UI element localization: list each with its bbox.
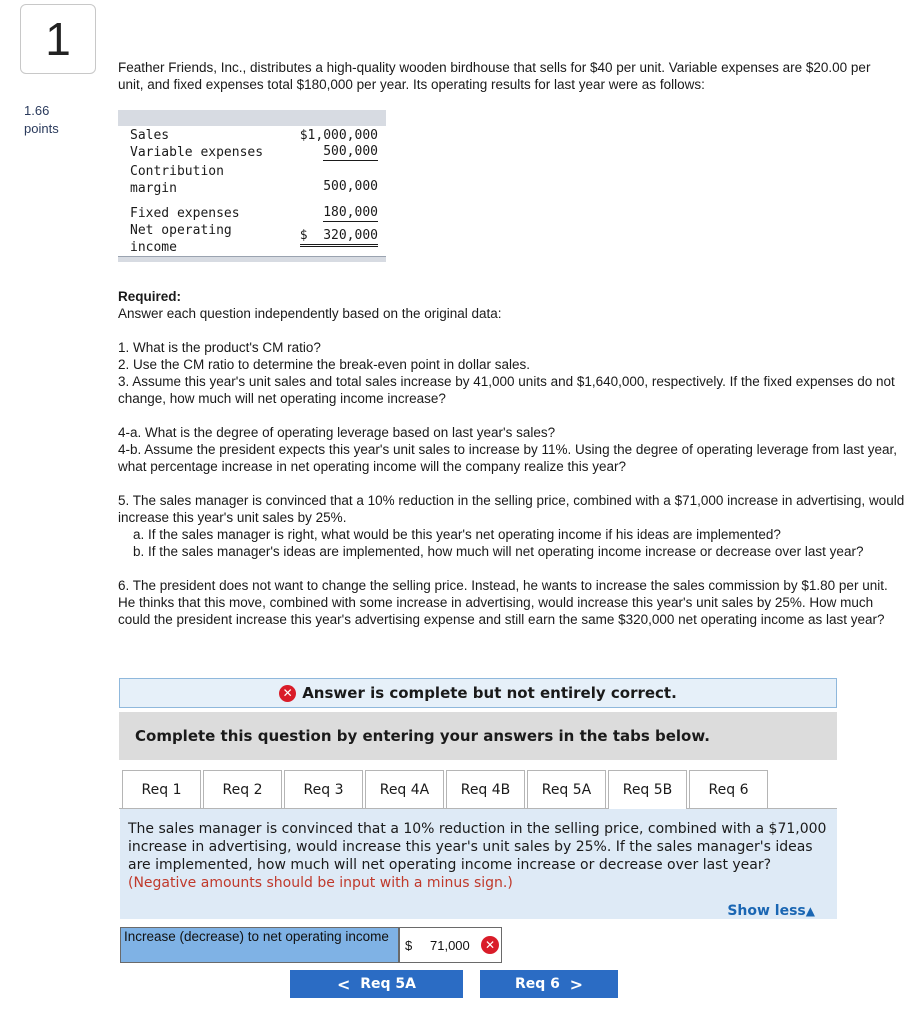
next-req-label: Req 6 — [514, 976, 560, 992]
answer-status-banner — [119, 678, 837, 708]
statement-header-bar — [118, 110, 386, 126]
statement-label: Contribution margin — [130, 164, 224, 196]
tab-req-3[interactable]: Req 3 — [284, 770, 363, 808]
panel-question-text: The sales manager is convinced that a 10% reduction in the selling price, combined with a $71,000 increase in advertising, would increase this year's unit sales by 25%. If the sales manager's ideas are implemented, how much will net operating income increase or decrease over last year? — [128, 821, 827, 873]
requirement-4b: 4-b. Assume the president expects this year's unit sales to increase by 11%. Using the degree of operating leverage from last year, what percentage increase in net operating income will the company realize this year? — [118, 442, 897, 474]
statement-row-net-operating-income — [130, 222, 382, 256]
x-circle-icon: ✕ — [279, 685, 296, 702]
answer-input[interactable] — [399, 927, 502, 963]
income-statement — [130, 127, 382, 256]
required-section — [118, 288, 908, 628]
panel-note: (Negative amounts should be input with a minus sign.) — [128, 875, 513, 891]
statement-footer-bar — [118, 256, 386, 262]
requirement-5b: b. If the sales manager's ideas are implemented, how much will net operating income increase or decrease over last year? — [133, 544, 864, 559]
tab-req-1[interactable]: Req 1 — [122, 770, 201, 808]
points-label: points — [24, 121, 59, 136]
requirement-2: 2. Use the CM ratio to determine the break-even point in dollar sales. — [118, 357, 530, 372]
triangle-up-icon: ▲ — [805, 904, 815, 918]
requirement-3: 3. Assume this year's unit sales and total sales increase by 41,000 units and $1,640,000, respectively. If the fixed expenses do not change, how much will net operating income increase? — [118, 374, 895, 406]
answer-status-text: Answer is complete but not entirely correct. — [302, 684, 677, 702]
requirement-tabs — [122, 770, 770, 808]
statement-row-sales — [130, 127, 382, 144]
required-subheading: Answer each question independently based on the original data: — [118, 306, 502, 321]
question-intro: Feather Friends, Inc., distributes a high-quality wooden birdhouse that sells for $40 per unit. Variable expenses are $20.00 per unit, and fixed expenses total $180,000 per year. Its operating results for last year were as follows: — [118, 60, 871, 92]
currency-symbol: $ — [405, 937, 413, 953]
required-heading: Required: — [118, 289, 182, 304]
requirement-1: 1. What is the product's CM ratio? — [118, 340, 321, 355]
instructions-text: Complete this question by entering your answers in the tabs below. — [135, 727, 710, 745]
tab-req-4a[interactable]: Req 4A — [365, 770, 444, 808]
statement-value: 500,000 — [323, 144, 378, 159]
statement-row-variable-expenses — [130, 144, 382, 161]
chevron-right-icon: > — [569, 974, 584, 994]
chevron-left-icon: < — [337, 974, 351, 994]
instructions-bar — [119, 712, 837, 760]
incorrect-x-icon: ✕ — [481, 936, 499, 954]
statement-label: Net operating income — [130, 223, 232, 255]
question-number: 1 — [20, 4, 96, 74]
answer-label-cell: Increase (decrease) to net operating income — [120, 927, 399, 963]
statement-value: 500,000 — [323, 179, 378, 194]
statement-label: Sales — [130, 128, 170, 143]
tab-panel — [120, 809, 837, 919]
statement-row-fixed-expenses — [130, 205, 382, 222]
panel-question — [128, 820, 829, 892]
tab-req-5b[interactable]: Req 5B — [608, 770, 687, 809]
statement-label: Variable expenses — [130, 145, 264, 160]
points-value: 1.66 — [24, 103, 50, 118]
tab-req-2[interactable]: Req 2 — [203, 770, 282, 808]
requirement-5: 5. The sales manager is convinced that a 10% reduction in the selling price, combined with a $71,000 increase in advertising, would increase this year's unit sales by 25%. — [118, 493, 905, 525]
answer-value: 71,000 — [430, 937, 470, 953]
next-req-button[interactable] — [480, 970, 618, 998]
tab-req-4b[interactable]: Req 4B — [446, 770, 525, 808]
tab-req-5a[interactable]: Req 5A — [527, 770, 606, 808]
statement-value: $ 320,000 — [300, 227, 378, 247]
statement-value: $1,000,000 — [299, 128, 378, 143]
statement-row-contribution-margin — [130, 161, 382, 205]
tab-req-6[interactable]: Req 6 — [689, 770, 768, 808]
statement-label: Fixed expenses — [130, 206, 240, 221]
requirement-4a: 4-a. What is the degree of operating leverage based on last year's sales? — [118, 425, 556, 440]
prev-req-button[interactable] — [290, 970, 463, 998]
requirement-6: 6. The president does not want to change the selling price. Instead, he wants to increase the sales commission by $1.80 per unit. He thinks that this move, combined with some increase in advertising, would increase this year's unit sales by 25%. How much could the president increase this year's advertising expense and still earn the same $320,000 net operating income as last year? — [118, 578, 888, 627]
show-less-link[interactable] — [727, 903, 815, 919]
statement-value: 180,000 — [323, 205, 378, 220]
prev-req-label: Req 5A — [360, 976, 416, 992]
show-less-label: Show less — [727, 903, 806, 919]
requirement-5a: a. If the sales manager is right, what would be this year's net operating income if his ideas are implemented? — [133, 527, 781, 542]
